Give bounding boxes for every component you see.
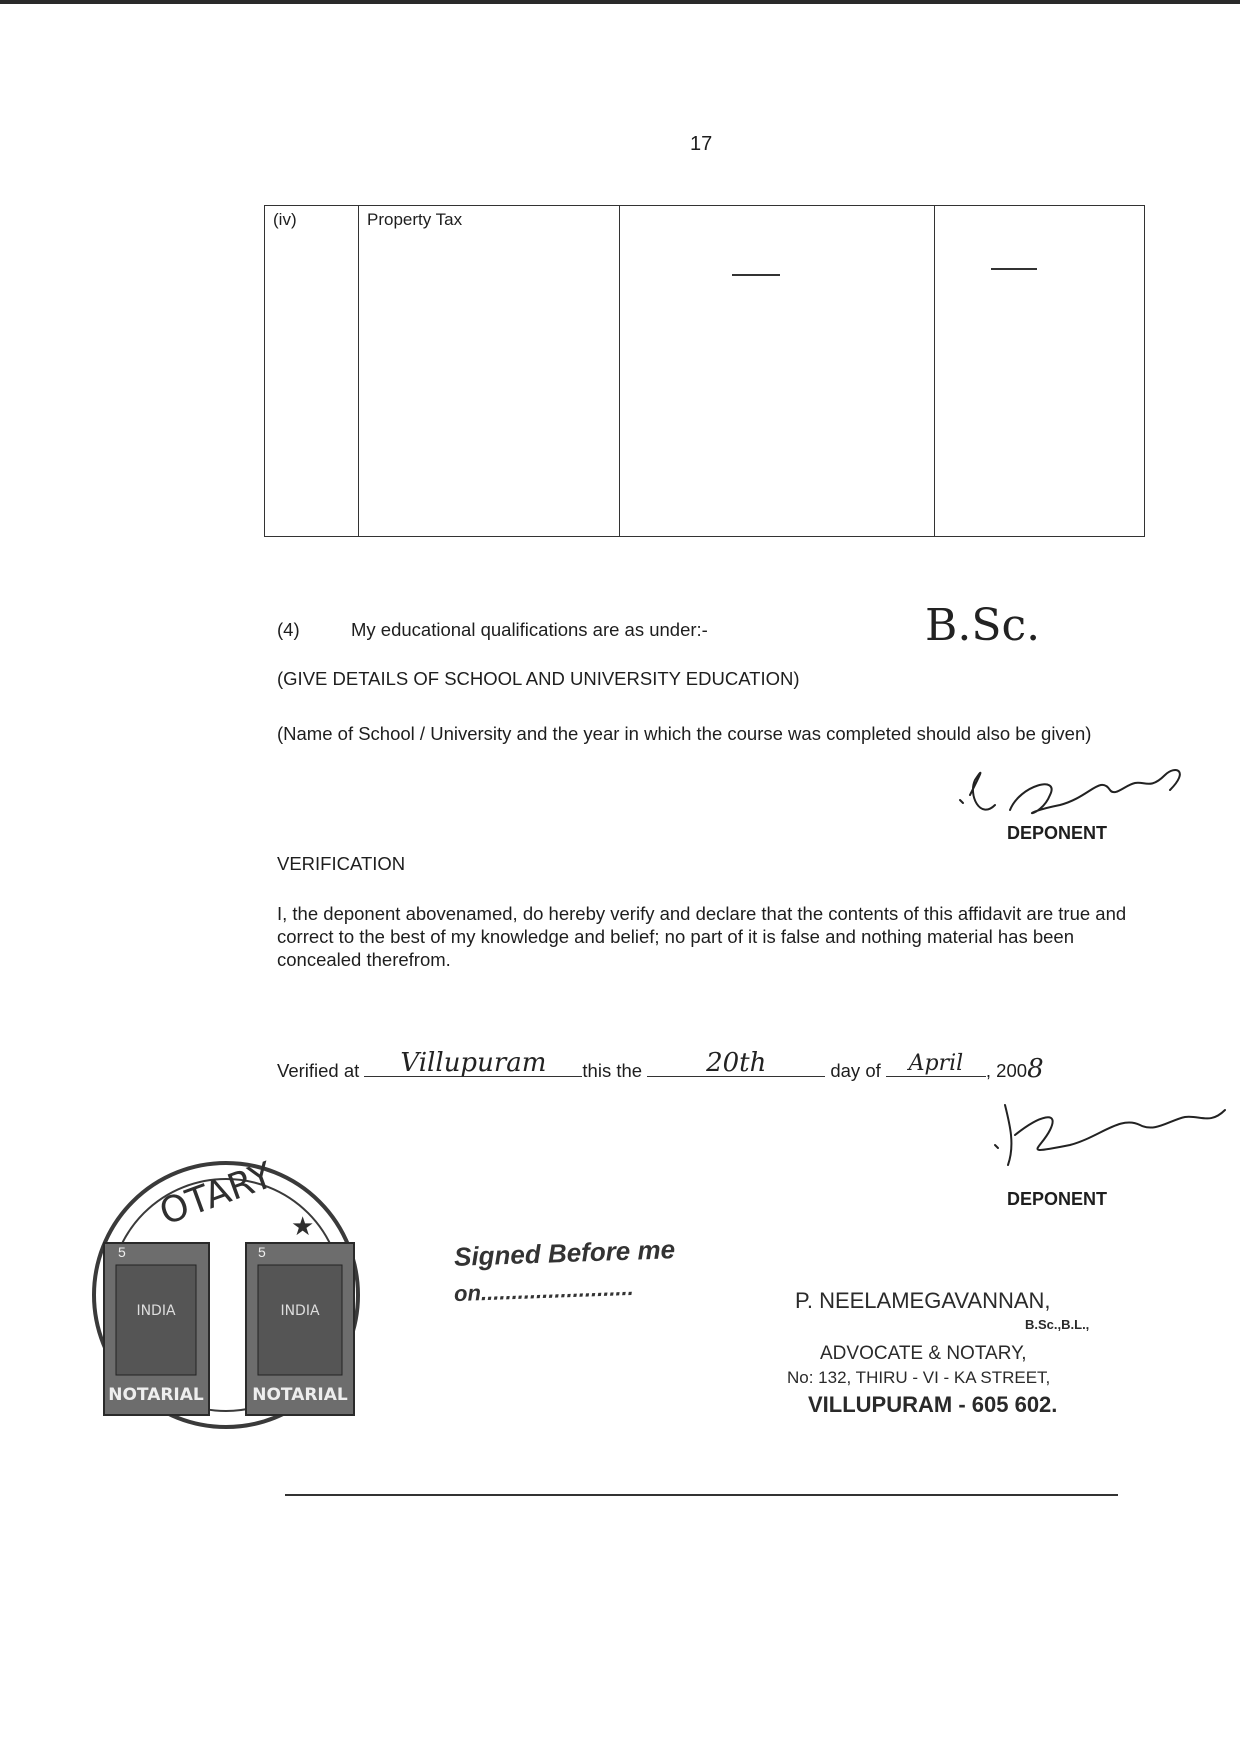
handwritten-place: Villupuram	[400, 1048, 547, 1078]
day-of-label: day of	[830, 1060, 881, 1081]
value-cell-2	[935, 206, 1145, 537]
row-title-cell	[359, 206, 620, 537]
signed-before-line2: on.........................	[453, 1274, 635, 1307]
svg-text:NOTARIAL: NOTARIAL	[252, 1385, 348, 1405]
handwritten-day: 20th	[706, 1048, 767, 1078]
row-title: Property Tax	[367, 210, 463, 229]
month-blank	[886, 1051, 986, 1077]
notary-degrees: B.Sc.,B.L.,	[1025, 1317, 1090, 1332]
handwritten-dash	[732, 274, 780, 276]
notary-title: ADVOCATE & NOTARY,	[820, 1343, 1027, 1364]
notary-address: No: 132, THIRU - VI - KA STREET,	[787, 1368, 1051, 1387]
education-note: (Name of School / University and the year in which the course was completed should also be given)	[277, 723, 1092, 744]
notary-name: P. NEELAMEGAVANNAN,	[795, 1288, 1051, 1313]
day-blank	[647, 1048, 825, 1078]
property-tax-table	[264, 205, 1145, 537]
deponent-signature-2	[980, 1075, 1240, 1175]
year-prefix: , 200	[985, 1060, 1028, 1081]
verified-line	[277, 1048, 1044, 1084]
education-text: My educational qualifications are as under:-	[351, 619, 708, 640]
svg-text:OTARY: OTARY	[154, 1155, 279, 1234]
deponent-signature-1	[940, 735, 1240, 835]
notary-city: VILLUPURAM - 605 602.	[808, 1392, 1058, 1417]
scan-top-border	[0, 0, 1240, 4]
svg-text:5: 5	[258, 1244, 266, 1260]
svg-text:INDIA: INDIA	[136, 1303, 176, 1319]
page-number: 17	[690, 133, 713, 155]
education-caps-line: (GIVE DETAILS OF SCHOOL AND UNIVERSITY EDUCATION)	[277, 668, 800, 689]
notary-seal	[66, 1155, 386, 1435]
verification-text: I, the deponent abovenamed, do hereby verify and declare that the contents of this affidavit are true and correct to the best of my knowledge and belief; no part of it is false and nothing material has been concealed therefrom.	[277, 903, 1127, 970]
row-label: (iv)	[273, 210, 297, 229]
svg-text:NOTARIAL: NOTARIAL	[108, 1385, 204, 1405]
verification-heading: VERIFICATION	[277, 853, 406, 874]
signed-before-line1: Signed Before me	[453, 1234, 676, 1272]
deponent-label-1: DEPONENT	[1007, 823, 1108, 843]
handwritten-qualification: B.Sc.	[925, 600, 1041, 651]
this-the-label: this the	[582, 1060, 643, 1081]
svg-text:INDIA: INDIA	[280, 1303, 320, 1319]
deponent-label-2: DEPONENT	[1007, 1189, 1108, 1209]
svg-text:★: ★	[291, 1211, 315, 1241]
handwritten-year-digit: 8	[1027, 1054, 1044, 1084]
place-blank	[364, 1048, 582, 1078]
education-number: (4)	[277, 619, 300, 640]
value-cell-1	[620, 206, 935, 537]
verified-at-label: Verified at	[277, 1060, 360, 1081]
svg-text:5: 5	[118, 1244, 126, 1260]
table-row	[265, 206, 1145, 537]
handwritten-month: April	[908, 1051, 964, 1076]
row-label-cell	[265, 206, 359, 537]
handwritten-dash	[991, 268, 1037, 270]
bottom-rule	[285, 1494, 1118, 1496]
